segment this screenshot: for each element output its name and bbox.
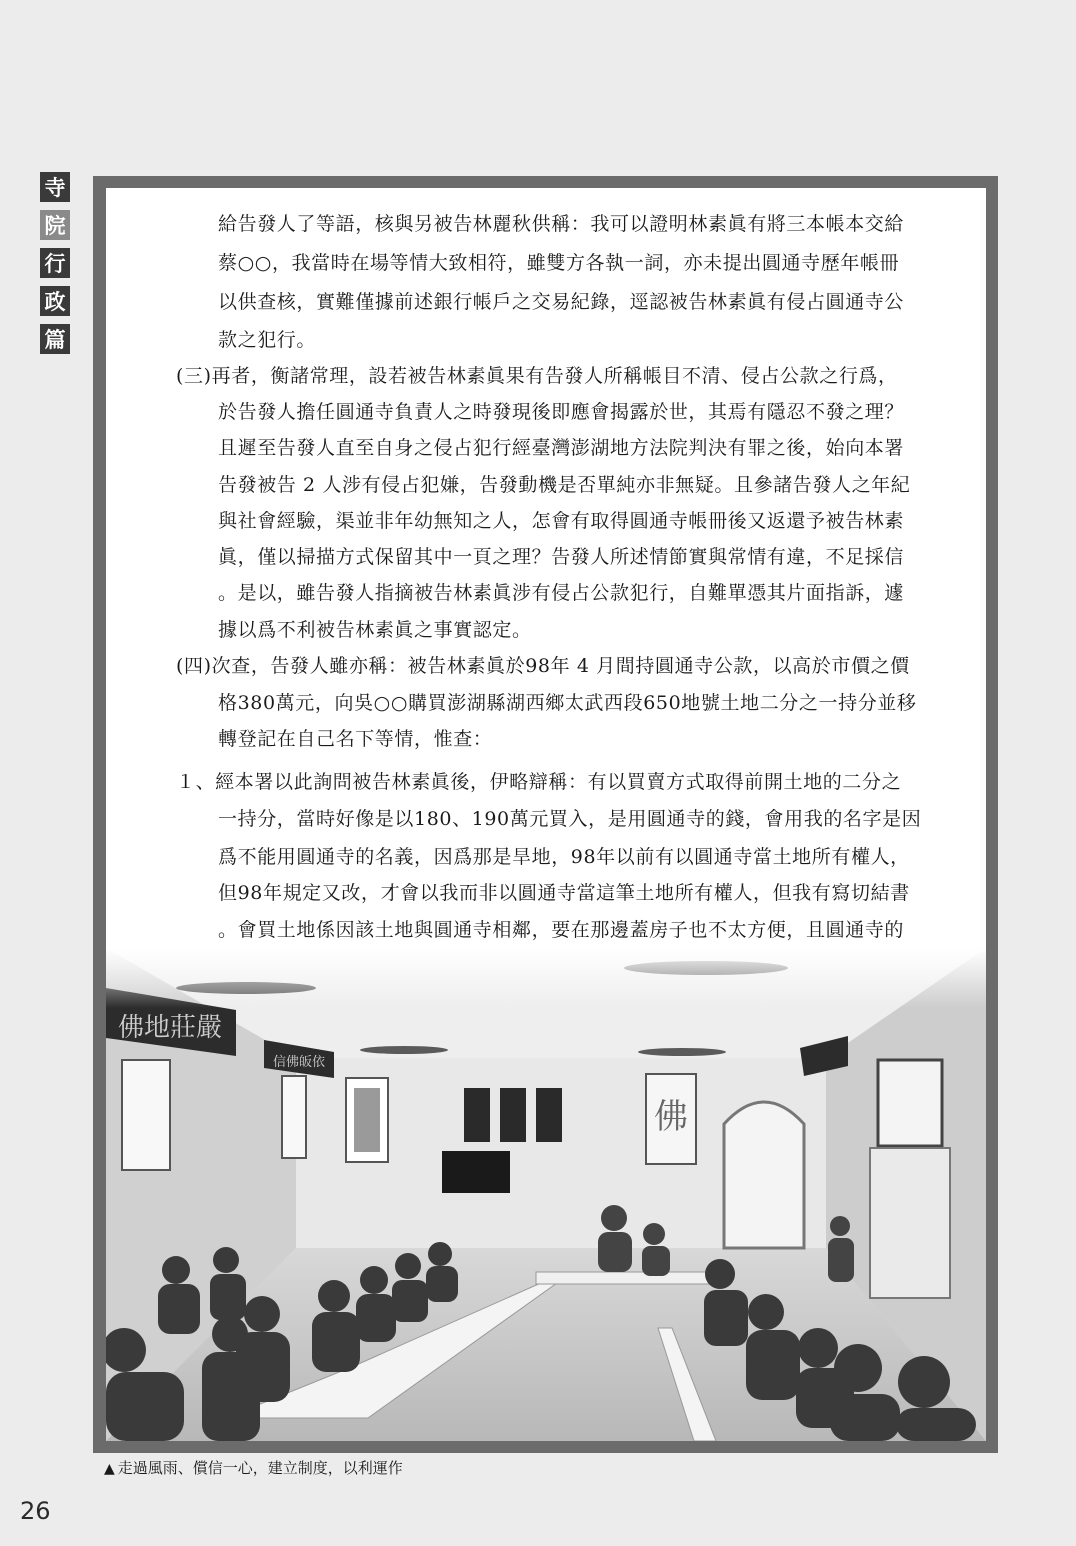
section-tab-char: 篇 [40, 324, 70, 354]
photo-caption-text: 走過風雨、償信一心，建立制度，以利運作 [117, 1459, 403, 1477]
triangle-marker-icon: ▲ [104, 1461, 115, 1477]
body-line: (三)再者，衡諸常理，設若被告林素眞果有告發人所稱帳目不清、侵占公款之行爲， [176, 365, 898, 387]
body-line: １、經本署以此詢問被告林素眞後，伊略辯稱：有以買賣方式取得前開土地的二分之 [176, 771, 902, 793]
photo-banner-left: 佛地莊嚴 [117, 1013, 223, 1043]
body-line: 。會買土地係因該土地與圓通寺相鄰，要在那邊蓋房子也不太方便，且圓通寺的 [218, 919, 905, 941]
body-line: 。是以，雖告發人指摘被告林素眞涉有侵占公款犯行，自難單憑其片面指訴，遽 [218, 582, 905, 604]
body-line: 一持分，當時好像是以180、190萬元買入，是用圓通寺的錢，會用我的名字是因 [218, 808, 922, 830]
body-line: 與社會經驗，渠並非年幼無知之人，怎會有取得圓通寺帳冊後又返還予被告林素 [218, 510, 905, 532]
body-line: 蔡○○，我當時在場等情大致相符，雖雙方各執一詞，亦未提出圓通寺歷年帳冊 [218, 252, 900, 274]
body-line: (四)次查，告發人雖亦稱：被告林素眞於98年 4 月間持圓通寺公款，以高於市價之價 [176, 655, 910, 677]
section-tab-char: 政 [40, 286, 70, 316]
body-line: 爲不能用圓通寺的名義，因爲那是旱地，98年以前有以圓通寺當土地所有權人， [218, 846, 910, 868]
body-line: 且遲至告發人直至自身之侵占犯行經臺灣澎湖地方法院判決有罪之後，始向本署 [218, 437, 905, 459]
photo-meeting-hall [106, 948, 986, 1441]
body-line: 告發被告 2 人涉有侵占犯嫌，告發動機是否單純亦非無疑。且參諸告發人之年紀 [218, 474, 911, 496]
body-line: 以供查核，實難僅據前述銀行帳戶之交易紀錄，逕認被告林素眞有侵占圓通寺公 [218, 291, 905, 313]
page-number: 26 [20, 1497, 51, 1525]
section-tab-char: 行 [40, 248, 70, 278]
photo-caption [104, 1457, 403, 1478]
body-line: 但98年規定又改，才會以我而非以圓通寺當這筆土地所有權人，但我有寫切結書 [218, 882, 910, 904]
body-line: 款之犯行。 [218, 329, 317, 351]
photo-banner-mid: 信佛皈依 [272, 1055, 326, 1070]
section-tab [40, 172, 70, 354]
body-line: 眞，僅以掃描方式保留其中一頁之理？告發人所述情節實與常情有違，不足採信 [218, 546, 905, 568]
body-line: 於告發人擔任圓通寺負責人之時發現後即應會揭露於世，其焉有隱忍不發之理？ [218, 401, 905, 423]
content-panel [106, 188, 986, 1441]
section-tab-char: 院 [40, 210, 70, 240]
section-tab-char: 寺 [40, 172, 70, 202]
body-line: 給告發人了等語，核與另被告林麗秋供稱：我可以證明林素眞有將三本帳本交給 [218, 213, 905, 235]
photo-scroll-text: 佛 [654, 1097, 688, 1137]
body-line: 轉登記在自己名下等情，惟查： [218, 728, 493, 750]
body-line: 格380萬元，向吳○○購買澎湖縣湖西鄉太武西段650地號土地二分之一持分並移 [218, 692, 917, 714]
body-line: 據以爲不利被告林素眞之事實認定。 [218, 619, 532, 641]
